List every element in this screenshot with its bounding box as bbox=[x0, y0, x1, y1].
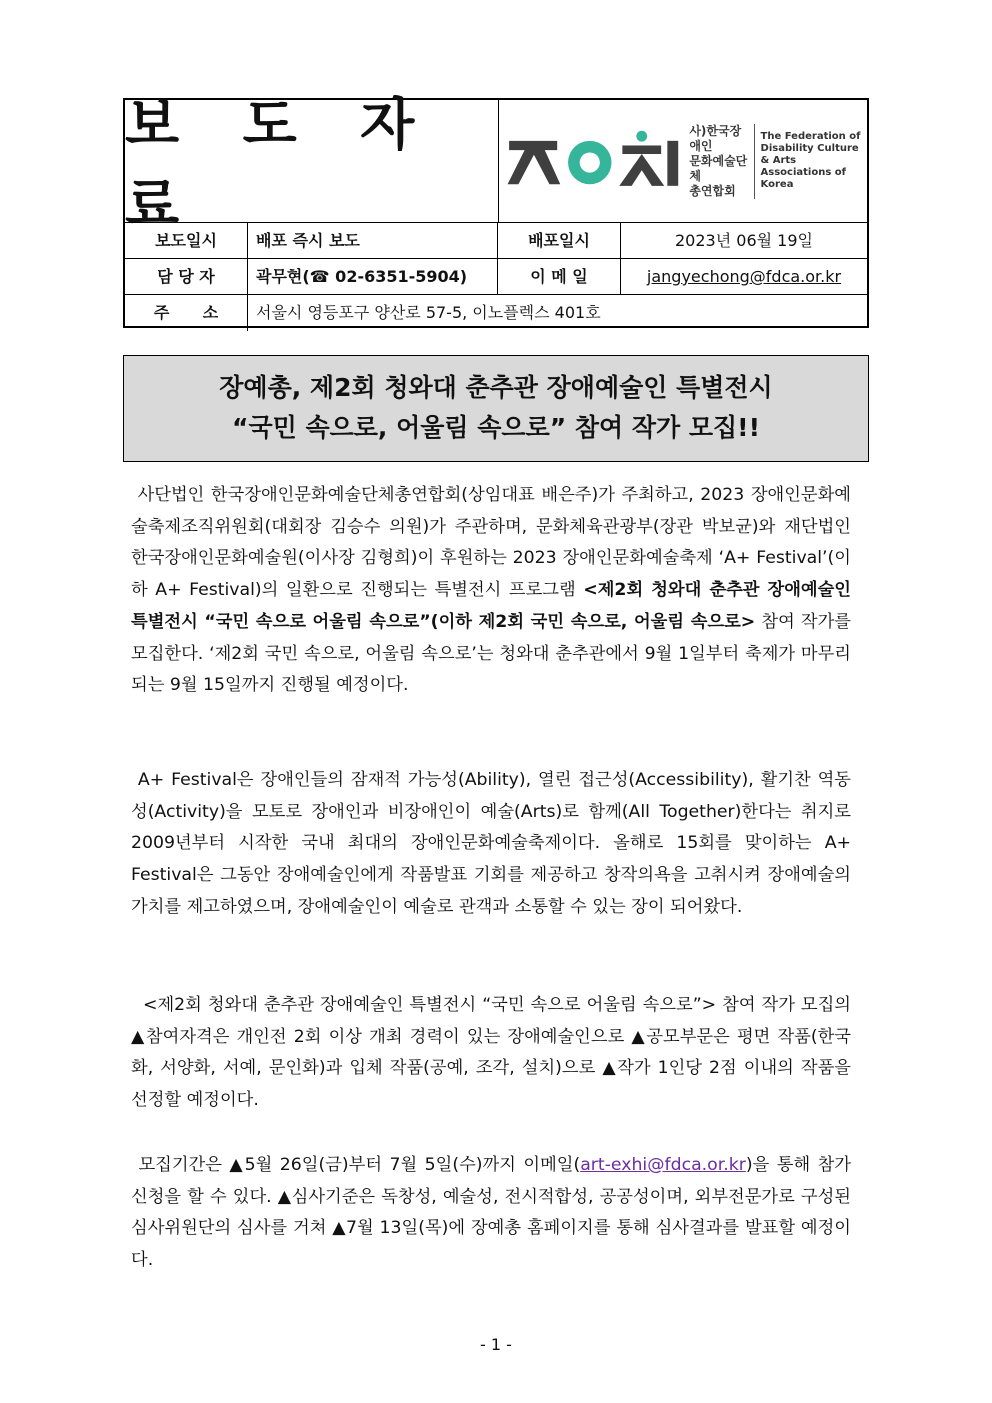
contact-value: 곽무현(☎ 02-6351-5904) bbox=[248, 259, 498, 295]
headline-line-2: “국민 속으로, 어울림 속으로” 참여 작가 모집!! bbox=[232, 413, 760, 442]
address-row bbox=[125, 294, 867, 331]
email-cell bbox=[621, 259, 867, 295]
logo-english-name bbox=[761, 131, 867, 191]
headline-line-1: 장예총, 제2회 청와대 춘추관 장애예술인 특별전시 bbox=[219, 373, 773, 402]
paragraph-4-text-end: )을 통해 참가 신청을 할 수 있다. ▲심사기준은 독창성, 예술성, 전시적합성, 공공성이며, 외부전문가로 구성된 심사위원단의 심사를 거쳐 ▲7월 13일(목)에 장예총 홈페이지를 통해 심사결과를 발표할 예정이다. bbox=[131, 1155, 857, 1271]
organization-logo bbox=[498, 100, 867, 222]
paragraph-1 bbox=[131, 480, 858, 702]
logo-ko-line: 총연합회 bbox=[689, 183, 736, 198]
email-label: 이 메 일 bbox=[498, 259, 621, 295]
logo-en-line: The Federation of bbox=[760, 131, 861, 142]
address-value: 서울시 영등포구 양산로 57-5, 이노플렉스 401호 bbox=[256, 303, 601, 322]
page-number: - 1 - bbox=[480, 1335, 512, 1354]
contact-row bbox=[125, 258, 867, 295]
paragraph-3-text: <제2회 청와대 춘추관 장애예술인 특별전시 “국민 속으로 어울림 속으로”> 참여 작가 모집의 ▲참여자격은 개인전 2회 이상 개최 경력이 있는 장애예술인으로 ▲공모부문은 평면 작품(한국화, 서양화, 서예, 문인화)과 입체 작품(공예, 조각, 설치)으로 ▲작가 1인당 2점 이내의 작품을 선정할 예정이다. bbox=[131, 995, 857, 1111]
contact-email-link[interactable]: jangyechong@fdca.or.kr bbox=[646, 267, 842, 286]
contact-label: 담 당 자 bbox=[125, 259, 248, 295]
paragraph-1-text-end: 참여 작가를 모집한다. ‘제2회 국민 속으로, 어울림 속으로’는 청와대 춘추관에서 9월 1일부터 축제가 마무리되는 9월 15일까지 진행될 예정이다. bbox=[131, 611, 857, 696]
paragraph-2-text: A+ Festival은 장애인들의 잠재적 가능성(Ability), 열린 접근성(Accessibility), 활기찬 역동성(Activity)을 모토로 장애인과 비장애인이 예술(Arts)로 함께(All Together)한다는 취지로 2009년부터 시작한 국내 최대의 장애인문화예술축제이다. 올해로 15회를 맞이하는 A+ Festival은 그동안 장애예술인에게 작품발표 기회를 제공하고 창작의욕을 고취시켜 장애예술의 가치를 제고하였으며, 장애예술인이 예술로 관객과 소통할 수 있는 장이 되어왔다. bbox=[131, 770, 857, 917]
release-date-label: 보도일시 bbox=[125, 223, 248, 259]
document-title: 보 도 자 료 bbox=[125, 93, 437, 238]
paragraph-1-bold-text: <제2회 청와대 춘추관 장애예술인 특별전시 “국민 속으로 어울림 속으로”(이하 제2회 국민 속으로, 어울림 속으로> bbox=[131, 580, 858, 632]
title-cell bbox=[125, 93, 499, 238]
press-release-header-table bbox=[123, 93, 869, 328]
logo-en-line: Associations of bbox=[760, 167, 846, 178]
fdca-logo-icon bbox=[506, 121, 681, 201]
paragraph-4-text: 모집기간은 ▲5월 26일(금)부터 7월 5일(수)까지 이메일( bbox=[131, 1155, 581, 1175]
paragraph-4 bbox=[131, 1150, 857, 1277]
distribution-date-label: 배포일시 bbox=[498, 223, 621, 259]
logo-en-line: Korea bbox=[760, 179, 794, 190]
logo-en-line: Disability Culture & Arts bbox=[760, 143, 859, 166]
logo-korean-name bbox=[689, 124, 754, 199]
logo-ko-line: 문화예술단체 bbox=[689, 153, 748, 183]
release-date-value: 배포 즉시 보도 bbox=[248, 223, 498, 259]
application-email-link[interactable]: art-exhi@fdca.or.kr bbox=[580, 1155, 746, 1175]
address-label: 주 소 bbox=[125, 295, 248, 331]
headline-box bbox=[123, 355, 869, 462]
release-date-row bbox=[125, 222, 867, 259]
paragraph-3 bbox=[131, 990, 857, 1117]
distribution-date-value: 2023년 06월 19일 bbox=[675, 231, 813, 250]
paragraph-2 bbox=[131, 765, 857, 924]
logo-ko-line: 사)한국장애인 bbox=[689, 123, 742, 153]
paragraph-1-text: 사단법인 한국장애인문화예술단체총연합회(상임대표 배은주)가 주최하고, 2023 장애인문화예술축제조직위원회(대회장 김승수 의원)가 주관하며, 문화체육관광부(장관 박보균)와 재단법인 한국장애인문화예술원(이사장 김형희)이 후원하는 2023 장애인문화예술축제 ‘A+ Festival’(이하 A+ Festival)의 일환으로 진행되는 특별전시 프로그램 bbox=[131, 485, 857, 601]
